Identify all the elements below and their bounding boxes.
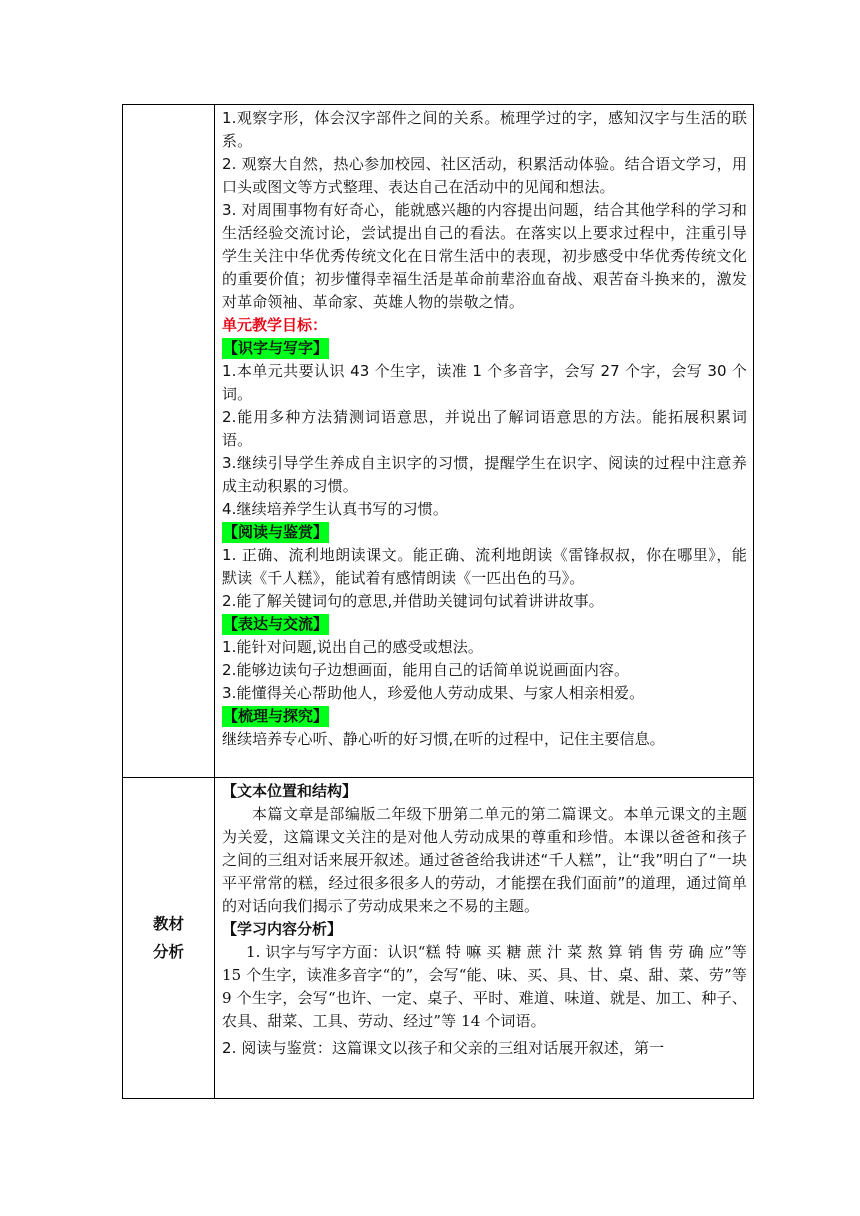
goal-intro-3: 3. 对周围事物有好奇心，能就感兴趣的内容提出问题，结合其他学科的学习和生活经验交流讨论，尝试提出自己的看法。在落实以上要求过程中，注重引导学生关注中华优秀传统文化在日常生活中的表现，初步感受中华优秀传统文化的重要价值；初步懂得幸福生活是革命前辈浴血奋战、艰苦奋斗换来的，激发对革命领袖、革命家、英雄人物的崇敬之情。	[222, 201, 747, 311]
section-heading-exploration: 【梳理与探究】	[223, 707, 329, 725]
literacy-item-2: 2.能用多种方法猜测词语意思，并说出了解词语意思的方法。能拓展积累词语。	[222, 408, 747, 449]
analysis-label-cell	[123, 778, 215, 1099]
goals-label-cell	[123, 105, 215, 778]
analysis-label-line1: 教材	[152, 915, 184, 933]
section-heading-reading: 【阅读与鉴赏】	[223, 523, 329, 541]
literacy-item-4: 4.继续培养学生认真书写的习惯。	[222, 500, 448, 518]
section-heading-literacy: 【识字与写字】	[223, 339, 329, 357]
content-analysis-item-2: 2. 阅读与鉴赏：这篇课文以孩子和父亲的三组对话展开叙述，第一	[222, 1039, 665, 1057]
analysis-content-cell	[215, 778, 754, 1099]
lesson-plan-table	[122, 104, 754, 1099]
unit-goal-heading: 单元教学目标：	[222, 316, 328, 334]
goals-row	[123, 105, 754, 778]
expression-item-1: 1.能针对问题,说出自己的感受或想法。	[222, 638, 483, 656]
literacy-item-3: 3.继续引导学生养成自主识字的习惯，提醒学生在识字、阅读的过程中注意养成主动积累的习惯。	[222, 454, 747, 495]
section-heading-expression: 【表达与交流】	[223, 615, 329, 633]
goal-intro-2: 2. 观察大自然，热心参加校园、社区活动，积累活动体验。结合语文学习，用口头或图文等方式整理、表达自己在活动中的见闻和想法。	[222, 155, 747, 196]
literacy-item-1: 1.本单元共要认识 43 个生字，读准 1 个多音字，会写 27 个字，会写 30 个词。	[222, 362, 747, 403]
analysis-row	[123, 778, 754, 1099]
text-structure-heading: 【文本位置和结构】	[222, 782, 358, 800]
analysis-label-line2: 分析	[152, 943, 184, 961]
goal-intro-1: 1.观察字形，体会汉字部件之间的关系。梳理学过的字，感知汉字与生活的联系。	[222, 109, 747, 150]
content-analysis-heading: 【学习内容分析】	[222, 920, 343, 938]
goals-content-cell	[215, 105, 754, 778]
expression-item-3: 3.能懂得关心帮助他人，珍爱他人劳动成果、与家人相亲相爱。	[222, 684, 645, 702]
content-analysis-item-1: 1. 识字与写字方面：认识“糕 特 嘛 买 糖 蔗 汁 菜 熬 算 销 售 劳 确 应”等 15 个生字，读准多音字“的”，会写“能、味、买、具、甘、桌、甜、菜、劳”等 9 个生字，会写“也许、一定、桌子、平时、难道、味道、就是、加工、种子、农具、甜菜、工具、劳动、经过”等 14 个词语。	[222, 943, 748, 1030]
exploration-item-1: 继续培养专心听、静心听的好习惯,在听的过程中，记住主要信息。	[222, 730, 665, 748]
reading-item-1: 1. 正确、流利地朗读课文。能正确、流利地朗读《雷锋叔叔，你在哪里》，能默读《千人糕》，能试着有感情朗读《一匹出色的马》。	[222, 546, 747, 587]
expression-item-2: 2.能够边读句子边想画面，能用自己的话简单说说画面内容。	[222, 661, 630, 679]
text-structure-body: 本篇文章是部编版二年级下册第二单元的第二篇课文。本单元课文的主题为关爱，这篇课文关注的是对他人劳动成果的尊重和珍惜。本课以爸爸和孩子之间的三组对话来展开叙述。通过爸爸给我讲述“千人糕”，让“我”明白了“一块平平常常的糕，经过很多很多人的劳动，才能摆在我们面前”的道理，通过简单的对话向我们揭示了劳动成果来之不易的主题。	[222, 805, 747, 915]
reading-item-2: 2.能了解关键词句的意思,并借助关键词句试着讲讲故事。	[222, 592, 604, 610]
